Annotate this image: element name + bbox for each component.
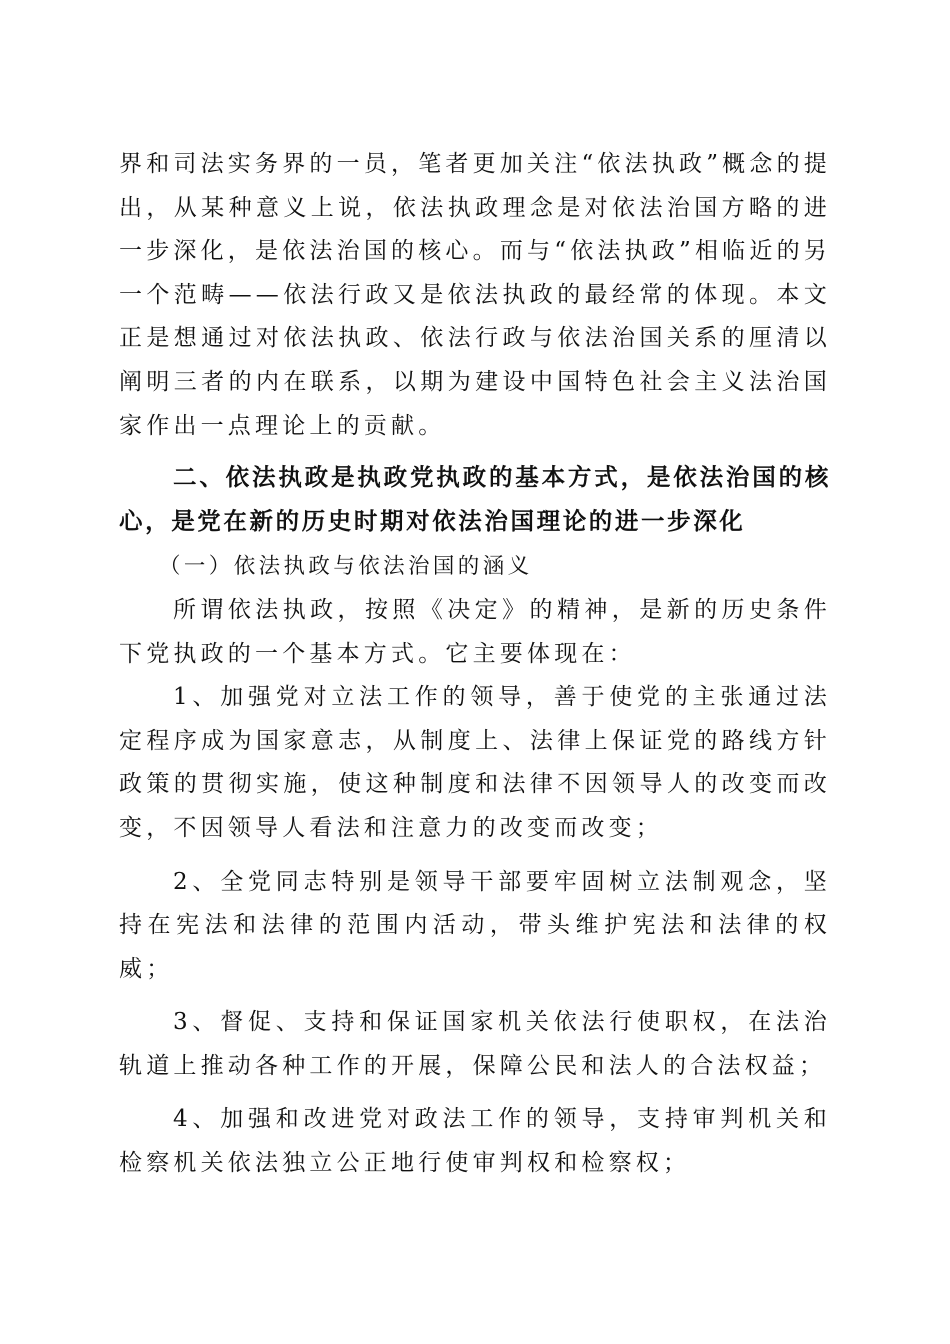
list-item-2: 2、全党同志特别是领导干部要牢固树立法制观念，坚持在宪法和法律的范围内活动，带头维护宪法和法律的权威； (119, 868, 831, 982)
list-item-3: 3、督促、支持和保证国家机关依法行使职权，在法治轨道上推动各种工作的开展，保障公民和法人的合法权益； (119, 1009, 831, 1079)
continuation-paragraph: 界和司法实务界的一员，笔者更加关注“依法执政”概念的提出，从某种意义上说，依法执政理念是对依法治国方略的进一步深化，是依法治国的核心。而与“依法执政”相临近的另一个范畴——依法行政又是依法执政的最经常的体现。本文正是想通过对依法执政、依法行政与依法治国关系的厘清以阐明三者的内在联系，以期为建设中国特色社会主义法治国家作出一点理论上的贡献。 (119, 151, 831, 439)
list-item-4: 4、加强和改进党对政法工作的领导，支持审判机关和检察机关依法独立公正地行使审判权和检察权； (119, 1106, 831, 1177)
section-heading: 二、依法执政是执政党执政的基本方式，是依法治国的核心，是党在新的历史时期对依法治国理论的进一步深化 (119, 463, 831, 535)
intro-paragraph: 所谓依法执政，按照《决定》的精神，是新的历史条件下党执政的一个基本方式。它主要体现在： (119, 596, 831, 667)
list-item-1: 1、加强党对立法工作的领导，善于使党的主张通过法定程序成为国家意志，从制度上、法律上保证党的路线方针政策的贯彻实施，使这种制度和法律不因领导人的改变而改变，不因领导人看法和注意力的改变而改变； (119, 684, 831, 841)
subsection-heading: （一）依法执政与依法治国的涵义 (159, 554, 533, 580)
document-body (119, 143, 831, 1186)
